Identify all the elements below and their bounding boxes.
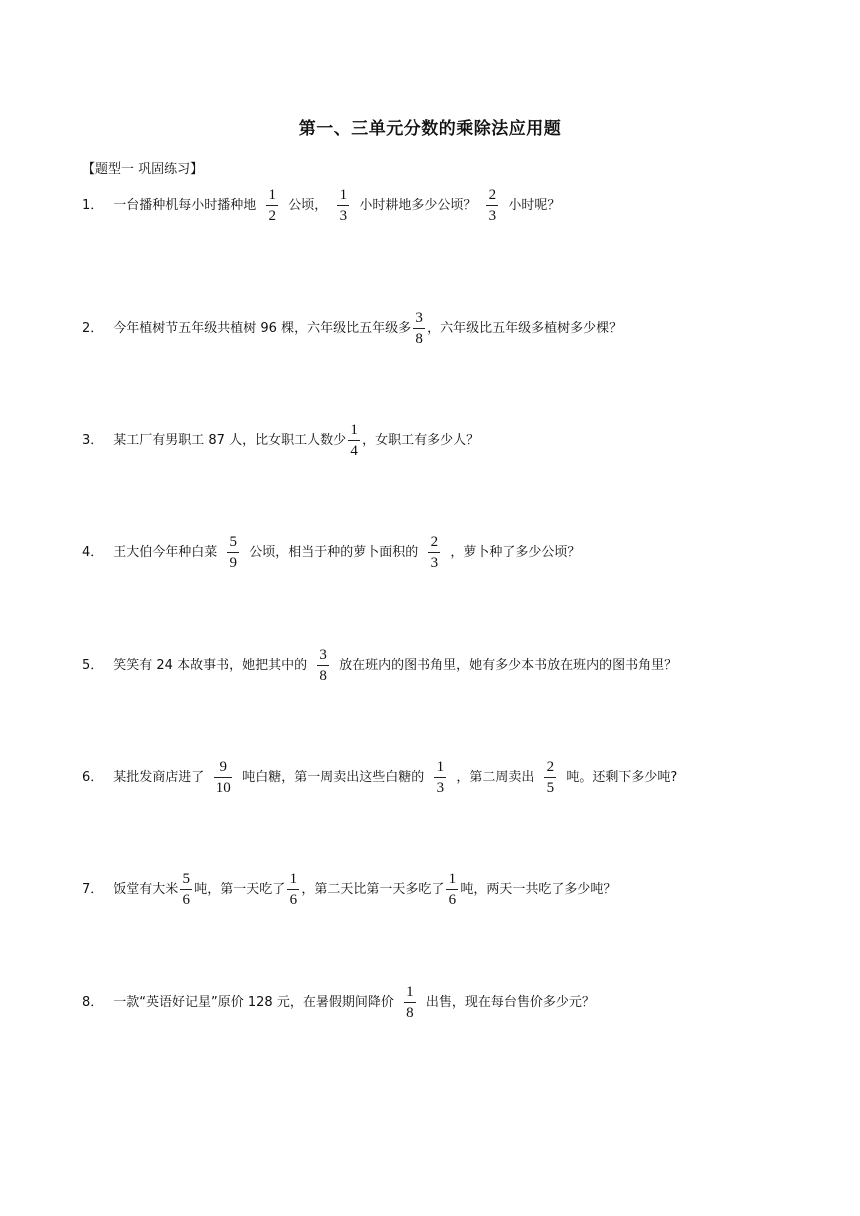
fraction-denominator: 4 [350, 443, 358, 459]
question-4 [82, 534, 580, 571]
fraction-bar [214, 777, 232, 778]
fraction-bar [434, 777, 446, 778]
question-text: 公顷，相当于种的萝卜面积的 [249, 544, 419, 560]
question-6 [82, 759, 677, 796]
fraction [486, 187, 498, 224]
question-text: 小时呢？ [508, 197, 561, 213]
question-number: 1． [82, 197, 104, 213]
fraction-numerator: 1 [268, 187, 277, 203]
question-text: ，第二天比第一天多吃了 [301, 881, 445, 897]
fraction-denominator: 3 [339, 208, 348, 224]
fraction-bar [446, 889, 458, 890]
fraction-denominator: 2 [268, 208, 277, 224]
page-title: 第一、三单元分数的乘除法应用题 [298, 119, 562, 139]
question-text: ，女职工有多少人？ [362, 432, 480, 448]
question-text: 吨白糖，第一周卖出这些白糖的 [242, 769, 425, 785]
fraction [337, 187, 349, 224]
question-text: 放在班内的图书角里，她有多少本书放在班内的图书角里？ [339, 657, 678, 673]
question-text: 公顷， [288, 197, 328, 213]
fraction [287, 871, 299, 908]
question-text: ，萝卜种了多少公顷？ [450, 544, 581, 560]
fraction-numerator: 2 [488, 187, 497, 203]
fraction-denominator: 10 [215, 780, 231, 796]
fraction-numerator: 1 [339, 187, 348, 203]
fraction [317, 647, 329, 684]
fraction [404, 984, 416, 1021]
fraction-numerator: 1 [289, 871, 298, 887]
question-number: 8． [82, 994, 104, 1010]
fraction [428, 534, 440, 571]
fraction-numerator: 2 [430, 534, 439, 550]
fraction-denominator: 3 [488, 208, 497, 224]
question-text: 吨，两天一共吃了多少吨？ [460, 881, 617, 897]
fraction-numerator: 9 [219, 759, 228, 775]
question-text: 小时耕地多少公顷？ [359, 197, 477, 213]
fraction-bar [544, 777, 556, 778]
question-number: 4． [82, 544, 104, 560]
question-number: 2． [82, 320, 104, 336]
fraction-denominator: 6 [182, 892, 191, 908]
fraction-bar [428, 552, 440, 553]
fraction-numerator: 1 [436, 759, 445, 775]
fraction-bar [180, 889, 192, 890]
question-text: 某工厂有男职工 87 人，比女职工人数少 [113, 432, 347, 448]
question-2 [82, 310, 622, 347]
fraction [214, 759, 232, 796]
fraction-bar [413, 328, 425, 329]
fraction-bar [486, 205, 498, 206]
fraction [544, 759, 556, 796]
fraction-bar [404, 1002, 416, 1003]
fraction-numerator: 5 [229, 534, 238, 550]
question-text: 笑笑有 24 本故事书，她把其中的 [113, 657, 308, 673]
question-number: 3． [82, 432, 104, 448]
fraction-denominator: 3 [430, 555, 439, 571]
fraction-numerator: 1 [448, 871, 457, 887]
question-number: 5． [82, 657, 104, 673]
fraction-numerator: 3 [319, 647, 327, 663]
fraction-bar [337, 205, 349, 206]
question-3 [82, 422, 479, 459]
fraction [180, 871, 192, 908]
fraction-bar [348, 440, 360, 441]
question-text: 王大伯今年种白菜 [113, 544, 218, 560]
question-7 [82, 871, 616, 908]
fraction [266, 187, 278, 224]
question-text: ，六年级比五年级多植树多少棵？ [427, 320, 623, 336]
fraction-numerator: 1 [406, 984, 414, 1000]
fraction-numerator: 3 [415, 310, 423, 326]
fraction-numerator: 2 [546, 759, 555, 775]
fraction-denominator: 6 [448, 892, 457, 908]
question-1 [82, 187, 560, 224]
fraction-denominator: 8 [406, 1005, 414, 1021]
question-text: ，第二周卖出 [456, 769, 535, 785]
fraction [446, 871, 458, 908]
fraction-numerator: 1 [350, 422, 358, 438]
fraction-denominator: 5 [546, 780, 555, 796]
fraction-denominator: 9 [229, 555, 238, 571]
fraction [434, 759, 446, 796]
question-text: 一台播种机每小时播种地 [113, 197, 257, 213]
fraction-bar [227, 552, 239, 553]
question-text: 饭堂有大米 [113, 881, 179, 897]
fraction-bar [317, 665, 329, 666]
question-5 [82, 647, 677, 684]
fraction [348, 422, 360, 459]
section-label: 【题型一 巩固练习】 [82, 162, 204, 177]
question-text: 吨，第一天吃了 [194, 881, 286, 897]
question-text: 某批发商店进了 [113, 769, 205, 785]
fraction [227, 534, 239, 571]
fraction-denominator: 8 [415, 331, 423, 347]
fraction-denominator: 6 [289, 892, 298, 908]
question-8 [82, 984, 595, 1021]
question-text: 吨。还剩下多少吨? [566, 769, 678, 785]
fraction-bar [287, 889, 299, 890]
question-text: 一款“英语好记星”原价 128 元，在暑假期间降价 [113, 994, 394, 1010]
fraction-bar [266, 205, 278, 206]
question-text: 出售，现在每台售价多少元？ [425, 994, 595, 1010]
question-number: 6． [82, 769, 104, 785]
fraction-denominator: 8 [319, 668, 327, 684]
question-text: 今年植树节五年级共植树 96 棵，六年级比五年级多 [113, 320, 412, 336]
fraction-numerator: 5 [182, 871, 191, 887]
question-number: 7． [82, 881, 104, 897]
fraction-denominator: 3 [436, 780, 445, 796]
fraction [413, 310, 425, 347]
